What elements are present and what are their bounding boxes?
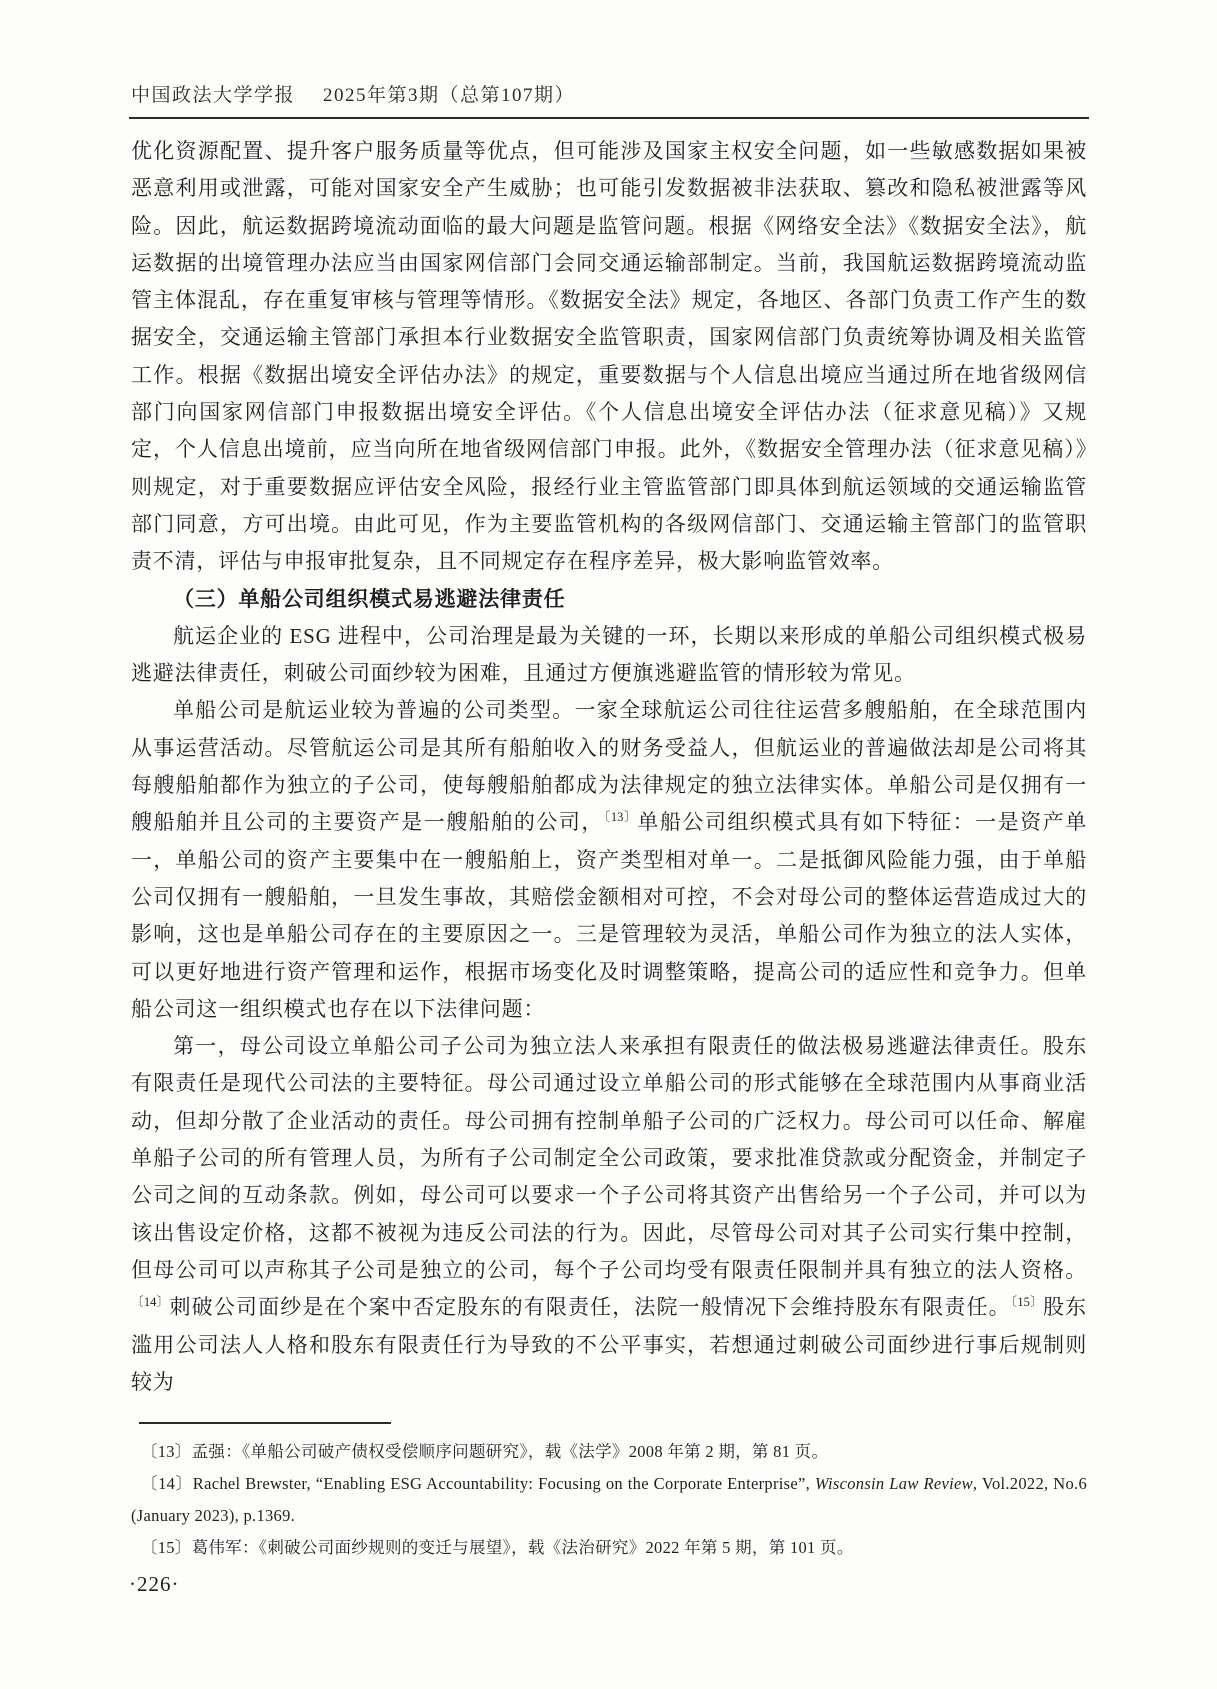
footnote-text: , Vol.2022, No.6 (January 2023), p.1369. [131,1474,1087,1525]
footnote-ref-13: 〔13〕 [603,810,638,825]
footnote-15: 〔15〕葛伟军：《刺破公司面纱规则的变迁与展望》，载《法治研究》2022 年第 5 期，第 101 页。 [140,1538,854,1557]
paragraph-text: 单船公司组织模式具有如下特征：一是资产单一，单船公司的资产主要集中在一艘船舶上，资产类型相对单一。二是抵御风险能力强，由于单船公司仅拥有一艘船舶，一旦发生事故，其赔偿金额相对可控，不会对母公司的整体运营造成过大的影响，这也是单船公司存在的主要原因之一。三是管理较为灵活，单船公司作为独立的法人实体，可以更好地进行资产管理和运作，根据市场变化及时调整策略，提高公司的适应性和竞争力。但单船公司这一组织模式也存在以下法律问题： [131,810,1087,1021]
footnote-separator [139,1422,391,1424]
footnote-journal-italic: Wisconsin Law Review [814,1474,973,1493]
paragraph-single-ship-company [131,692,1087,1028]
footnotes-section [131,1422,1087,1564]
paragraph-regulation: 优化资源配置、提升客户服务质量等优点，但可能涉及国家主权安全问题，如一些敏感数据如果被恶意利用或泄露，可能对国家安全产生威胁；也可能引发数据被非法获取、篡改和隐私被泄露等风险。因此，航运数据跨境流动面临的最大问题是监管问题。根据《网络安全法》《数据安全法》，航运数据的出境管理办法应当由国家网信部门会同交通运输部制定。当前，我国航运数据跨境流动监管主体混乱，存在重复审核与管理等情形。《数据安全法》规定，各地区、各部门负责工作产生的数据安全，交通运输主管部门承担本行业数据安全监管职责，国家网信部门负责统筹协调及相关监管工作。根据《数据出境安全评估办法》的规定，重要数据与个人信息出境应当通过所在地省级网信部门向国家网信部门申报数据出境安全评估。《个人信息出境安全评估办法（征求意见稿）》又规定，个人信息出境前，应当向所在地省级网信部门申报。此外，《数据安全管理办法（征求意见稿）》则规定，对于重要数据应评估安全风险，报经行业主管监管部门即具体到航运领域的交通运输监管部门同意，方可出境。由此可见，作为主要监管机构的各级网信部门、交通运输主管部门的监管职责不清，评估与申报审批复杂，且不同规定存在程序差异，极大影响监管效率。 [131,139,1087,574]
footnote-13: 〔13〕孟强：《单船公司破产债权受偿顺序问题研究》，载《法学》2008 年第 2 期，第 81 页。 [140,1442,829,1461]
section-heading: （三）单船公司组织模式易逃避法律责任 [173,586,566,611]
footnote-ref-15: 〔15〕 [1010,1295,1044,1310]
paragraph-limited-liability [131,1028,1087,1401]
page-number: ·226· [129,1572,180,1596]
paragraph-text: 单船公司是航运业较为普遍的公司类型。一家全球航运公司往往运营多艘船舶，在全球范围内从事运营活动。尽管航运公司是其所有船舶收入的财务受益人，但航运业的普遍做法却是公司将其每艘船舶都作为独立的子公司，使每艘船舶都成为法律规定的独立法律实体。单船公司是仅拥有一艘船舶并且公司的主要资产是一艘船舶的公司， [131,698,1087,835]
footnote-ref-14: 〔14〕 [131,1295,170,1310]
paragraph-esg-governance: 航运企业的 ESG 进程中，公司治理是最为关键的一环，长期以来形成的单船公司组织模式极易逃避法律责任，刺破公司面纱较为困难，且通过方便旗逃避监管的情形较为常见。 [131,623,1087,686]
paragraph-text: 第一，母公司设立单船公司子公司为独立法人来承担有限责任的做法极易逃避法律责任。股东有限责任是现代公司法的主要特征。母公司通过设立单船公司的形式能够在全球范围内从事商业活动，但却分散了企业活动的责任。母公司拥有控制单船子公司的广泛权力。母公司可以任命、解雇单船子公司的所有管理人员，为所有子公司制定全公司政策，要求批准贷款或分配资金，并制定子公司之间的互动条款。例如，母公司可以要求一个子公司将其资产出售给另一个子公司，并可以为该出售设定价格，这都不被视为违反公司法的行为。因此，尽管母公司对其子公司实行集中控制，但母公司可以声称其子公司是独立的公司，每个子公司均受有限责任限制并具有独立的法人资格。 [131,1034,1087,1282]
page-header [131,80,575,107]
header-rule [129,117,1089,119]
article-body [131,133,1087,1401]
footnote-14 [131,1468,1087,1532]
footnote-text: 〔14〕Rachel Brewster, “Enabling ESG Accountability: Focusing on the Corporate Enterprise”, [140,1474,815,1493]
paragraph-text: 刺破公司面纱是在个案中否定股东的有限责任，法院一般情况下会维持股东有限责任。 [169,1295,1011,1320]
paragraph-text: 股东滥用公司法人人格和股东有限责任行为导致的不公平事实，若想通过刺破公司面纱进行事后规制则较为 [131,1295,1087,1394]
journal-title: 中国政法大学学报 [131,85,296,106]
issue-info: 2025年第3期（总第107期） [323,85,576,106]
